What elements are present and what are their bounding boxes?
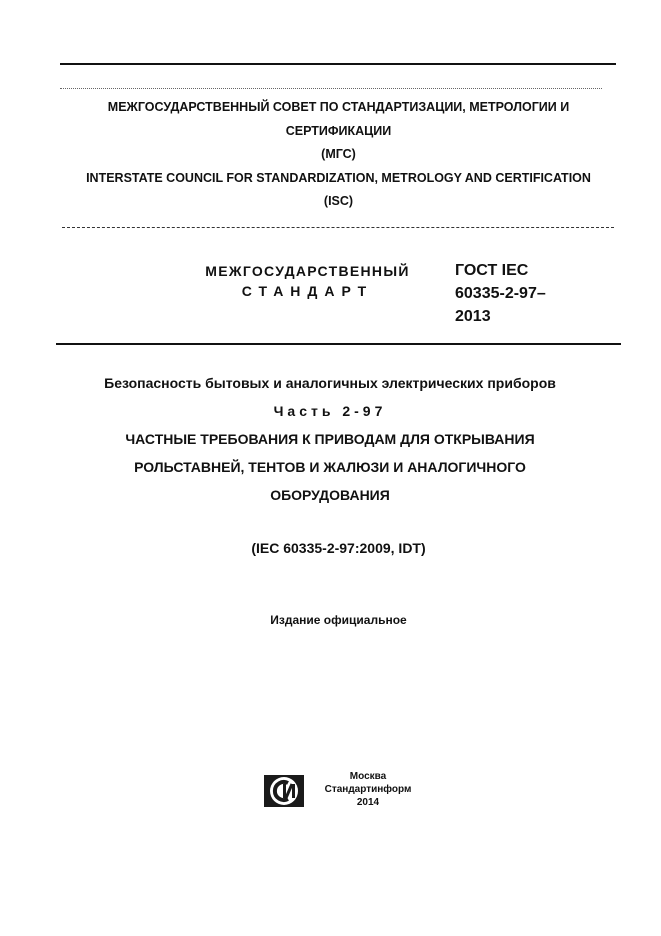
- standard-type-line2: СТАНДАРТ: [241, 283, 374, 299]
- publisher-city: Москва: [349, 771, 387, 782]
- edition-label: Издание официальное: [270, 613, 407, 627]
- gost-number: [455, 259, 615, 328]
- council-ru-line2: СЕРТИФИКАЦИИ: [285, 123, 392, 138]
- publisher-info: [318, 770, 418, 809]
- title-part: Часть 2-97: [273, 403, 387, 419]
- council-dashed-rule: [62, 227, 614, 228]
- standard-type: [185, 261, 430, 301]
- gost-line1: ГОСТ IEC: [455, 262, 529, 279]
- top-rule: [60, 63, 616, 65]
- title-line3: ЧАСТНЫЕ ТРЕБОВАНИЯ К ПРИВОДАМ ДЛЯ ОТКРЫВАНИЯ: [125, 431, 535, 447]
- council-en-line: INTERSTATE COUNCIL FOR STANDARDIZATION, METROLOGY AND CERTIFICATION: [86, 170, 591, 185]
- gost-line2: 60335-2-97–: [455, 285, 546, 302]
- top-dotted-rule: [60, 88, 602, 89]
- council-ru-line1: МЕЖГОСУДАРСТВЕННЫЙ СОВЕТ ПО СТАНДАРТИЗАЦИИ, МЕТРОЛОГИИ И: [107, 100, 570, 114]
- title-line4: РОЛЬСТАВНЕЙ, ТЕНТОВ И ЖАЛЮЗИ И АНАЛОГИЧНОГО: [134, 459, 526, 475]
- gost-line3: 2013: [455, 308, 491, 325]
- idt-reference: (IEC 60335-2-97:2009, IDT): [251, 540, 426, 556]
- council-ru-abbr: (МГС): [321, 147, 356, 161]
- title-line5: ОБОРУДОВАНИЯ: [270, 487, 390, 503]
- council-header: [60, 96, 617, 214]
- standard-rule: [56, 343, 621, 345]
- publisher-name: Стандартинформ: [324, 784, 412, 795]
- document-title: [60, 369, 600, 509]
- title-line1: Безопасность бытовых и аналогичных электрических приборов: [104, 375, 556, 391]
- standard-type-line1: МЕЖГОСУДАРСТВЕННЫЙ: [205, 263, 410, 279]
- standartinform-logo-icon: [262, 773, 306, 809]
- publisher-year: 2014: [356, 797, 380, 808]
- council-en-abbr: (ISC): [323, 194, 354, 208]
